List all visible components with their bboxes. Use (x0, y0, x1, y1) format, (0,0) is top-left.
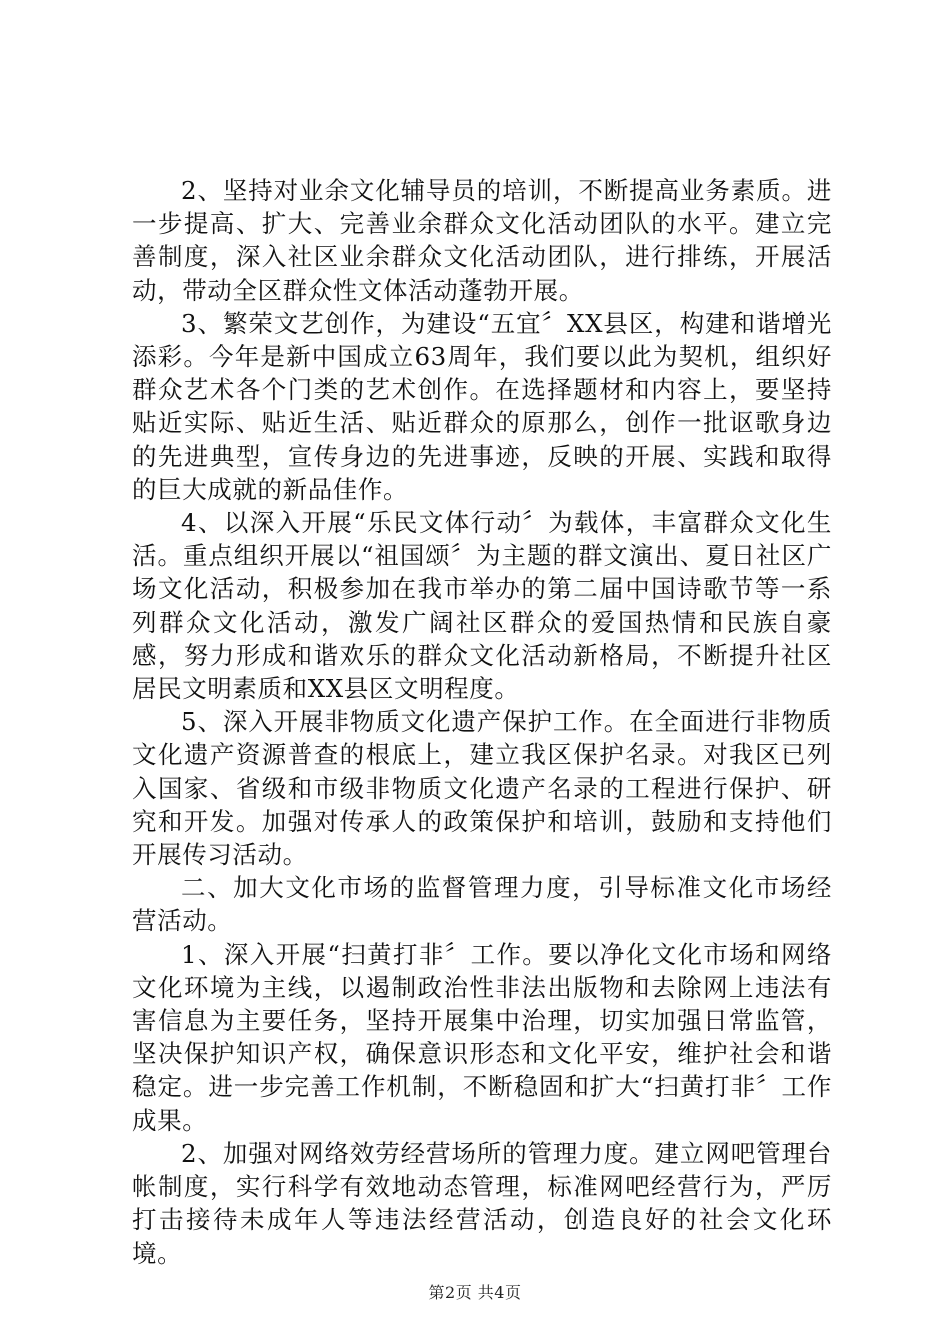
paragraph-6: 1、深入开展“扫黄打非〞工作。要以净化文化市场和网络文化环境为主线，以遏制政治性非法出版物和去除网上违法有害信息为主要任务，坚持开展集中治理，切实加强日常监管，坚决保护知识产权，确保意识形态和文化平安，维护社会和谐稳定。进一步完善工作机制，不断稳固和扩大“扫黄打非〞工作成果。 (132, 939, 832, 1135)
page-footer: 第2页 共4页 (428, 1283, 522, 1302)
paragraph-1: 2、坚持对业余文化辅导员的培训，不断提高业务素质。进一步提高、扩大、完善业余群众文化活动团队的水平。建立完善制度，深入社区业余群众文化活动团队，进行排练，开展活动，带动全区群众性文体活动蓬勃开展。 (132, 176, 832, 305)
paragraph-5: 二、加大文化市场的监督管理力度，引导标准文化市场经营活动。 (132, 873, 832, 936)
document-body (132, 174, 832, 1270)
paragraph-7: 2、加强对网络效劳经营场所的管理力度。建立网吧管理台帐制度，实行科学有效地动态管理，标准网吧经营行为，严厉打击接待未成年人等违法经营活动，创造良好的社会文化环境。 (132, 1138, 832, 1268)
paragraph-2: 3、繁荣文艺创作，为建设“五宜〞XX县区，构建和谐增光添彩。今年是新中国成立63周年，我们要以此为契机，组织好群众艺术各个门类的艺术创作。在选择题材和内容上，要坚持贴近实际、贴近生活、贴近群众的原那么，创作一批讴歌身边的先进典型，宣传身边的先进事迹，反映的开展、实践和取得的巨大成就的新品佳作。 (132, 308, 832, 504)
paragraph-3: 4、以深入开展“乐民文体行动〞为载体，丰富群众文化生活。重点组织开展以“祖国颂〞为主题的群文演出、夏日社区广场文化活动，积极参加在我市举办的第二届中国诗歌节等一系列群众文化活动，激发广阔社区群众的爱国热情和民族自豪感，努力形成和谐欢乐的群众文化活动新格局，不断提升社区居民文明素质和XX县区文明程度。 (132, 508, 832, 704)
paragraph-4: 5、深入开展非物质文化遗产保护工作。在全面进行非物质文化遗产资源普查的根底上，建立我区保护名录。对我区已列入国家、省级和市级非物质文化遗产名录的工程进行保护、研究和开发。加强对传承人的政策保护和培训，鼓励和支持他们开展传习活动。 (132, 707, 832, 870)
